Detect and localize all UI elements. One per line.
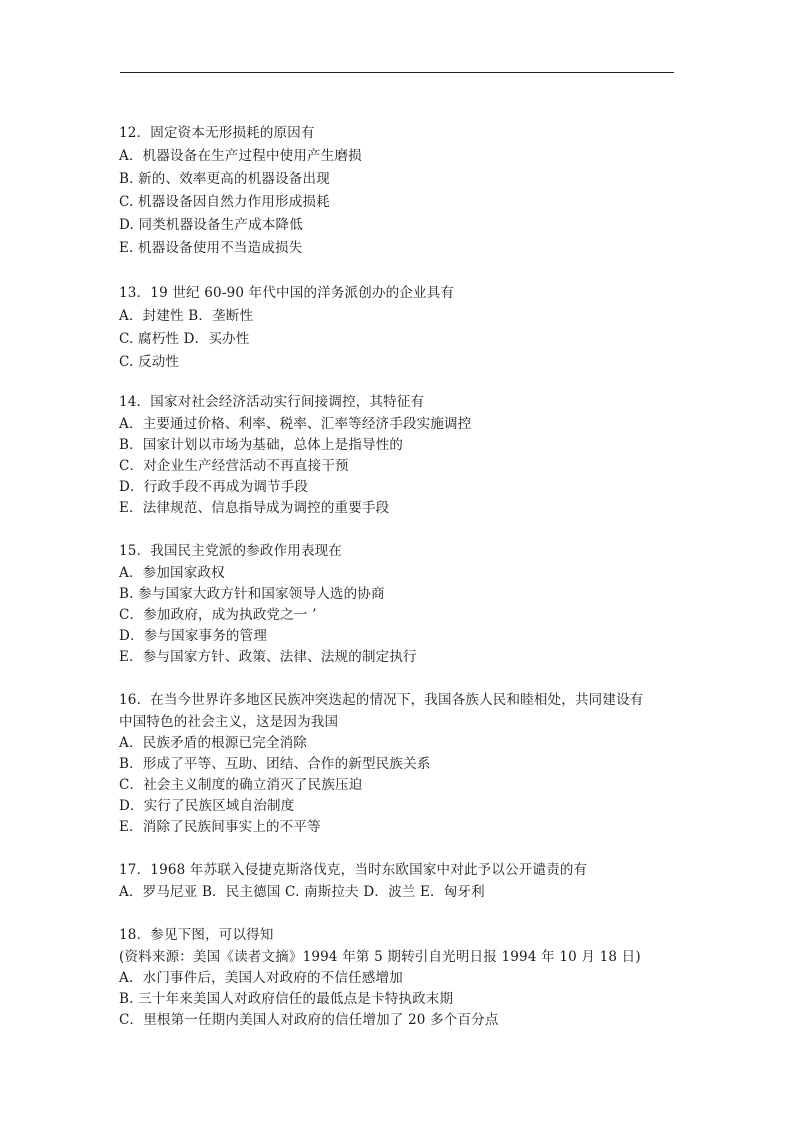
option-line: A．民族矛盾的根源已完全消除	[119, 735, 308, 751]
header-rule	[120, 72, 674, 73]
option-line: C. 腐朽性 D．买办性	[119, 331, 250, 347]
option-line: B．国家计划以市场为基础，总体上是指导性的	[119, 437, 404, 453]
option-line: C．对企业生产经营活动不再直接干预	[119, 458, 349, 474]
option-line: E. 机器设备使用不当造成损失	[119, 240, 303, 256]
option-line: A．水门事件后，美国人对政府的不信任感增加	[119, 970, 403, 986]
option-line: D．参与国家事务的管理	[119, 628, 268, 644]
option-line: C．里根第一任期内美国人对政府的信任增加了 20 多个百分点	[119, 1012, 499, 1028]
question-18	[119, 923, 679, 1031]
question-list	[119, 120, 679, 1031]
option-line: B. 新的、效率更高的机器设备出现	[119, 171, 330, 187]
option-line: D．行政手段不再成为调节手段	[119, 479, 309, 495]
question-stem: 13．19 世纪 60-90 年代中国的洋务派创办的企业具有	[119, 285, 455, 301]
option-line: C. 机器设备因自然力作用形成损耗	[119, 194, 330, 210]
question-13	[119, 282, 679, 374]
question-stem: 16．在当今世界许多地区民族冲突迭起的情况下，我国各族人民和睦相处，共同建设有	[119, 692, 644, 708]
question-14	[119, 390, 679, 519]
option-line: C. 反动性	[119, 354, 180, 370]
question-15	[119, 539, 679, 668]
option-line: A．罗马尼亚 B．民主德国 C. 南斯拉夫 D．波兰 E．匈牙利	[119, 884, 485, 900]
question-stem: 17．1968 年苏联入侵捷克斯洛伐克，当时东欧国家中对此予以公开谴责的有	[119, 862, 588, 878]
option-line: B. 三十年来美国人对政府信任的最低点是卡特执政末期	[119, 991, 454, 1007]
question-stem-continuation: 中国特色的社会主义，这是因为我国	[119, 714, 339, 730]
option-line: B. 参与国家大政方针和国家领导人选的协商	[119, 586, 385, 602]
question-stem: 12．固定资本无形损耗的原因有	[119, 125, 315, 141]
option-line: E．参与国家方针、政策、法律、法规的制定执行	[119, 649, 417, 665]
option-line: A．封建性 B．垄断性	[119, 308, 254, 324]
option-line: B．形成了平等、互助、团结、合作的新型民族关系	[119, 756, 431, 772]
option-line: D．实行了民族区域自治制度	[119, 798, 295, 814]
question-stem: 18．参见下图，可以得知	[119, 927, 274, 943]
option-line: A．主要通过价格、利率、税率、汇率等经济手段实施调控	[119, 416, 472, 432]
option-line: C．参加政府，成为执政党之一 ’	[119, 607, 317, 623]
option-line: D. 同类机器设备生产成本降低	[119, 217, 303, 233]
option-line: E．消除了民族间事实上的不平等	[119, 819, 321, 835]
question-12	[119, 122, 679, 260]
question-16	[119, 688, 679, 838]
question-stem: 14．国家对社会经济活动实行间接调控，其特征有	[119, 394, 425, 410]
option-line: A．机器设备在生产过程中使用产生磨损	[119, 148, 362, 164]
option-line: A．参加国家政权	[119, 565, 225, 581]
question-17	[119, 858, 679, 903]
source-note: (资料来源：美国《读者文摘》1994 年第 5 期转引自光明日报 1994 年 10 月 18 日)	[119, 949, 641, 965]
question-stem: 15．我国民主党派的参政作用表现在	[119, 543, 343, 559]
option-line: E．法律规范、信息指导成为调控的重要手段	[119, 500, 390, 516]
option-line: C．社会主义制度的确立消灭了民族压迫	[119, 777, 363, 793]
